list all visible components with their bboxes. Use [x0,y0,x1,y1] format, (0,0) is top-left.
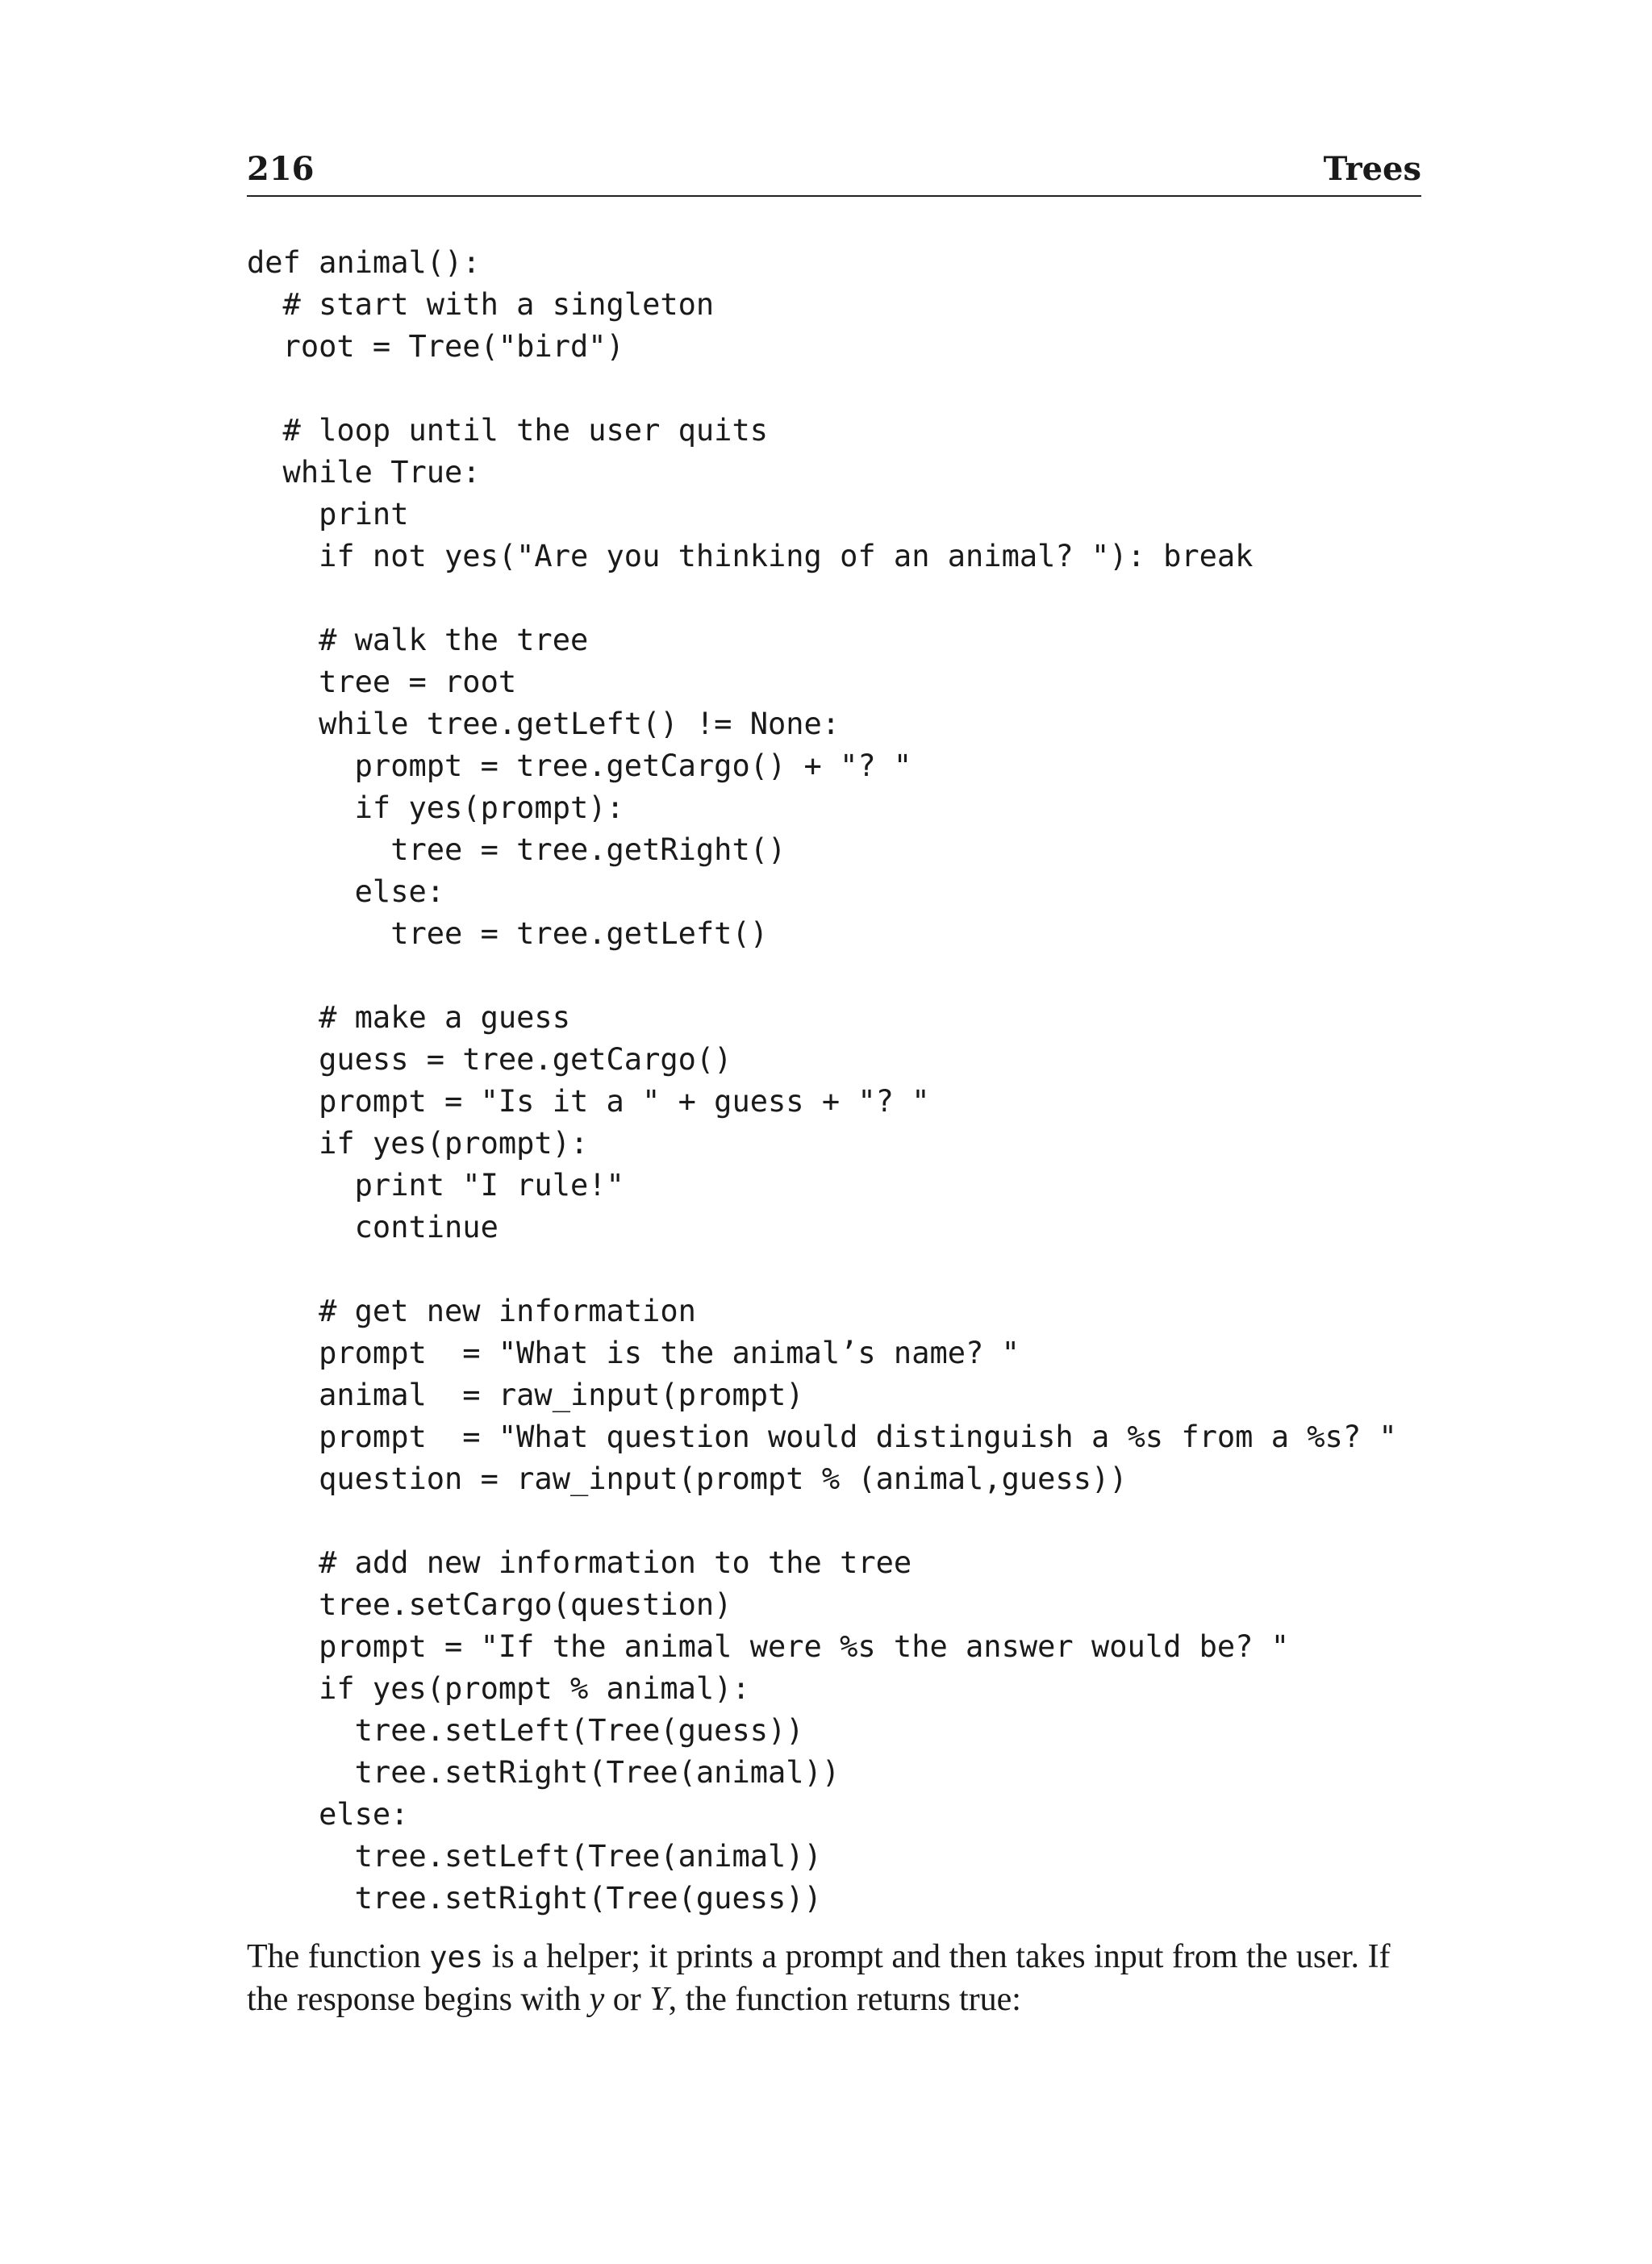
math-variable-Y: Y [649,1981,669,2018]
code-line [247,955,1457,997]
inline-code-yes: yes [429,1940,484,1974]
code-line [247,368,1457,410]
code-line: prompt = "What is the animal’s name? " [247,1336,1020,1370]
code-line: def animal(): [247,245,481,280]
code-line: if yes(prompt % animal): [247,1671,750,1706]
code-line: if yes(prompt): [247,1126,589,1161]
code-line: tree.setRight(Tree(guess)) [247,1881,822,1916]
code-line: else: [247,874,445,909]
code-line [247,577,1457,619]
code-line: tree = root [247,665,517,699]
code-line: continue [247,1210,499,1245]
chapter-title: Trees [1323,150,1421,188]
code-line: root = Tree("bird") [247,329,624,364]
code-line: prompt = tree.getCargo() + "? " [247,748,912,783]
code-line [247,1249,1457,1290]
math-variable-y: y [589,1981,605,2018]
code-line: question = raw_input(prompt % (animal,guess)) [247,1461,1128,1496]
code-line: # get new information [247,1294,696,1328]
code-line: guess = tree.getCargo() [247,1042,732,1077]
code-line: tree.setCargo(question) [247,1587,732,1622]
code-line: # add new information to the tree [247,1545,912,1580]
code-line: # start with a singleton [247,287,715,322]
code-line: tree.setLeft(Tree(animal)) [247,1839,822,1874]
code-line: else: [247,1797,409,1832]
body-paragraph [247,1936,1421,2021]
code-line: tree = tree.getLeft() [247,916,769,951]
code-line: if not yes("Are you thinking of an animal? "): break [247,539,1254,573]
code-line: animal = raw_input(prompt) [247,1378,804,1412]
code-line: print [247,497,409,532]
prose-text: , the function returns true: [668,1981,1021,2018]
code-line: while True: [247,455,481,490]
prose-text: is a helper; it prints a prompt and then takes input from the user. If the response begins with [247,1938,1391,2018]
code-line: prompt = "If the animal were %s the answer would be? " [247,1629,1290,1664]
code-line: # walk the tree [247,623,589,657]
code-line: while tree.getLeft() != None: [247,707,841,741]
prose-text: The function [247,1938,430,1975]
page-number: 216 [247,150,315,188]
code-line: tree.setRight(Tree(animal)) [247,1755,841,1790]
code-line: print "I rule!" [247,1168,624,1203]
code-line: tree = tree.getRight() [247,832,786,867]
code-line [247,1500,1457,1542]
code-line: tree.setLeft(Tree(guess)) [247,1713,804,1748]
running-head [247,150,1421,197]
code-line: prompt = "What question would distinguish a %s from a %s? " [247,1420,1397,1454]
code-line: # loop until the user quits [247,413,769,448]
code-line: # make a guess [247,1000,570,1035]
prose-text: or [604,1981,650,2018]
code-line: prompt = "Is it a " + guess + "? " [247,1084,930,1119]
code-listing [247,242,1457,1920]
code-line: if yes(prompt): [247,790,624,825]
